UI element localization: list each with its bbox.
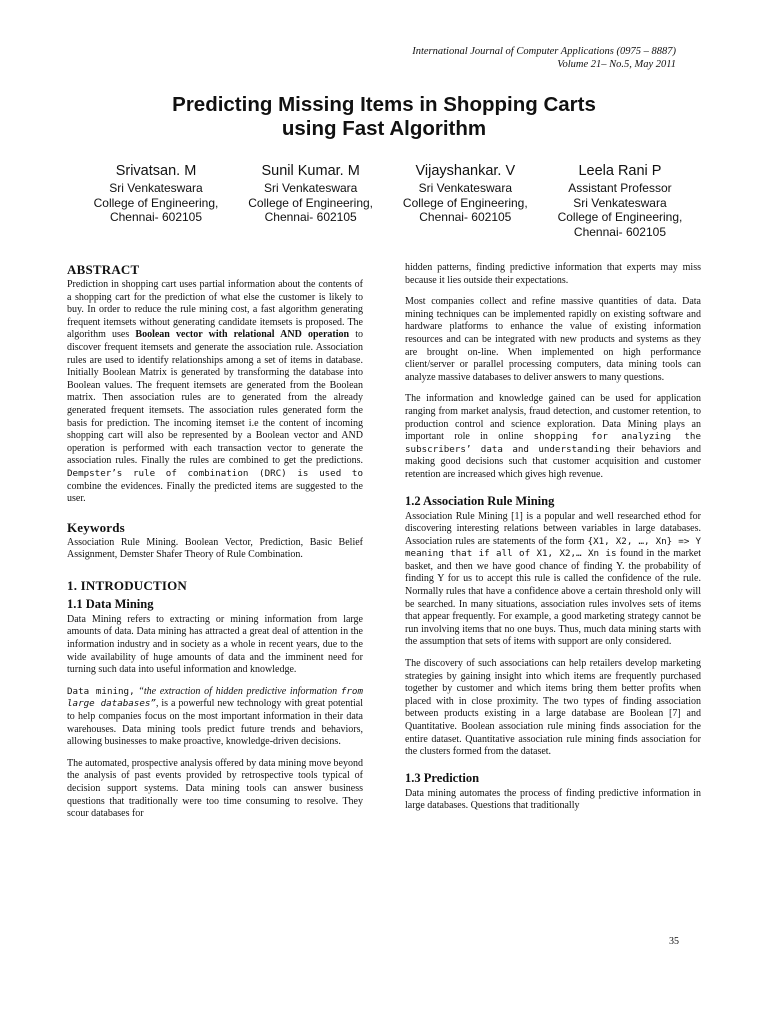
body-paragraph: Most companies collect and refine massive quantities of data. Data mining techniques can be implemented rapidly on existing software and hardware platforms to enhance the value of existing information resources and can be integrated with new products and systems as they are brought on-line. When implemented on high performance client/server or parallel processing computers, data mining tools can analyze massive databases to deliver answers to many questions. (405, 296, 701, 383)
intro-paragraph (67, 686, 363, 749)
abstract-heading: ABSTRACT (67, 262, 140, 277)
abstract-text-part: to discover frequent itemsets and generate the association rule. Association rules are used to identify relationships among a set of items in database. Initially Boolean Matrix is generated by transforming the database into Boolean values. The frequent itemsets are generated from the Boolean matrix. Then association rules are to generated from the already generated frequent itemsets. The association rules generated form the basis for prediction. The incoming itemset i.e the content of incoming shopping cart will also be represented by a Boolean vector and AND operation is performed with each transaction vector to generate the association rules. Finally the rules are combined to get the predictions. (67, 329, 364, 467)
body-text-part: found in the market basket, and then we have good chance of finding Y. the probability of finding Y for us to accept this rule is called the confidence of the rule. Normally rules that have a confidence above a certain threshold only will be searched. In many situations, association rules involves sets of items that appear frequently. For example, a good marketing strategy cannot be run involving items that no one buys. Thus, much data mining starts with the assumption that sets of items with support are only considered. (405, 548, 701, 648)
intro-mono-phrase: Data mining, (67, 685, 135, 697)
author-affiliation: College of Engineering, (248, 195, 374, 210)
author-affiliation: Chennai- 602105 (573, 224, 666, 239)
author-affiliation: Sri Venkateswara (109, 181, 203, 195)
author-name: Vijayshankar. V (415, 163, 516, 179)
body-text-part: Association Rule Mining [1] is a popular and well researched ethod for discovering interesting relations between variables in large databases. Association rules are statements of the form (405, 510, 701, 547)
introduction-heading: 1. INTRODUCTION (67, 577, 188, 593)
author-affiliation: College of Engineering, (557, 210, 683, 224)
author-name: Sunil Kumar. M (261, 163, 360, 179)
author-affiliation: Sri Venkateswara (573, 195, 667, 210)
data-mining-heading: 1.1 Data Mining (67, 596, 154, 611)
intro-mono-quote: from large databases” (67, 685, 363, 710)
author-block (82, 162, 230, 239)
abstract-text (67, 279, 363, 506)
author-affiliation: College of Engineering, (93, 195, 219, 210)
prediction-heading: 1.3 Prediction (405, 770, 480, 785)
body-paragraph (405, 393, 701, 481)
abstract-bold-phrase: Boolean vector with relational AND operation (135, 329, 350, 341)
author-block (237, 162, 385, 239)
paper-title-line2: using Fast Algorithm (281, 117, 487, 140)
body-text-part: their behaviors and making good decisions such that customer acquisition and customer retention are increased which gives high revenue. (405, 443, 701, 480)
journal-name: International Journal of Computer Applications (0975 – 8887) (412, 46, 676, 57)
author-affiliation: Sri Venkateswara (418, 181, 512, 195)
body-text-part: The information and knowledge gained can be used for application ranging from market analysis, fraud detection, and customer retention, to production control and science exploration. Data Mining plays an important role in online (405, 393, 701, 443)
author-affiliation: Sri Venkateswara (263, 181, 358, 195)
paper-title-line1: Predicting Missing Items in Shopping Carts (172, 93, 596, 116)
left-column (67, 262, 363, 830)
association-rule-heading: 1.2 Association Rule Mining (405, 493, 555, 508)
intro-text-part: , is a powerful new technology with great potential to help companies focus on the most important information in their data warehouses. Data mining tools predict future trends and behaviors, allowing businesses to make proactive, knowledge-driven decisions. (67, 698, 363, 748)
intro-paragraph: The automated, prospective analysis offered by data mining move beyond the analysis of past events provided by retrospective tools typical of decision support systems. Data mining tools can answer business questions that traditionally were too time consuming to resolve. They scour databases for (67, 757, 363, 820)
body-paragraph: Data mining automates the process of finding predictive information in large databases. Questions that traditionally (405, 787, 701, 812)
author-affiliation: Chennai- 602105 (419, 210, 512, 224)
intro-paragraph: Data Mining refers to extracting or mining information from large amounts of data. Data mining has attracted a great deal of attention in the information industry and in society as a whole in recent years, due to the wide availability of huge amounts of data and the imminent need for turning such data into useful information and knowledge. (67, 613, 363, 676)
author-block (391, 162, 539, 239)
author-affiliation: Chennai- 602105 (109, 210, 203, 224)
journal-volume: Volume 21– No.5, May 2011 (557, 59, 676, 70)
body-paragraph (405, 511, 701, 650)
abstract-mono-phrase: Dempster’s rule of combination (DRC) is used to (67, 467, 363, 479)
body-paragraph: hidden patterns, finding predictive information that experts may miss because it lies outside their expectations. (405, 262, 701, 286)
journal-header (412, 45, 676, 71)
abstract-text-part: combine the evidences. Finally the predicted items are suggested to the user. (67, 480, 363, 505)
page-number: 35 (669, 936, 679, 947)
author-name: Srivatsan. M (115, 163, 197, 179)
author-affiliation: Assistant Professor (568, 181, 672, 195)
keywords-text: Association Rule Mining. Boolean Vector, Prediction, Basic Belief Assignment, Demster Shafer Theory of Rule Combination. (67, 536, 363, 561)
author-block (546, 162, 694, 239)
abstract-text-part: Prediction in shopping cart uses partial information about the contents of a shopping cart for the prediction of what else the customer is likely to buy. In order to reduce the rule mining cost, a fast algorithm generating frequent itemsets without generating candidate itemsets is proposed. The algorithm uses (67, 279, 363, 341)
author-affiliation: College of Engineering, (402, 195, 528, 210)
intro-quote: “the extraction of hidden predictive information (134, 685, 341, 697)
author-name: Leela Rani P (578, 163, 662, 179)
body-mono-formula: {X1, X2, …, Xn} => Y meaning that if all of X1, X2,… Xn is (405, 535, 701, 560)
right-column (405, 262, 701, 822)
body-mono-phrase: shopping for analyzing the subscribers’ data and understanding (405, 431, 701, 455)
body-paragraph: The discovery of such associations can help retailers develop marketing strategies by gaining insight into which items are frequently purchased together by customer and which items bring them better profits when placed with in close proximity. The two types of finding association between products existing in a large database are Boolean [7] and Quantitative. Boolean association rule mining finds association for the entire dataset. Quantitative association rule mining finds association for the clusters formed from the dataset. (405, 658, 701, 758)
keywords-heading: Keywords (67, 519, 125, 535)
paper-title (0, 93, 768, 141)
author-list (82, 162, 694, 239)
author-affiliation: Chennai- 602105 (264, 210, 357, 224)
